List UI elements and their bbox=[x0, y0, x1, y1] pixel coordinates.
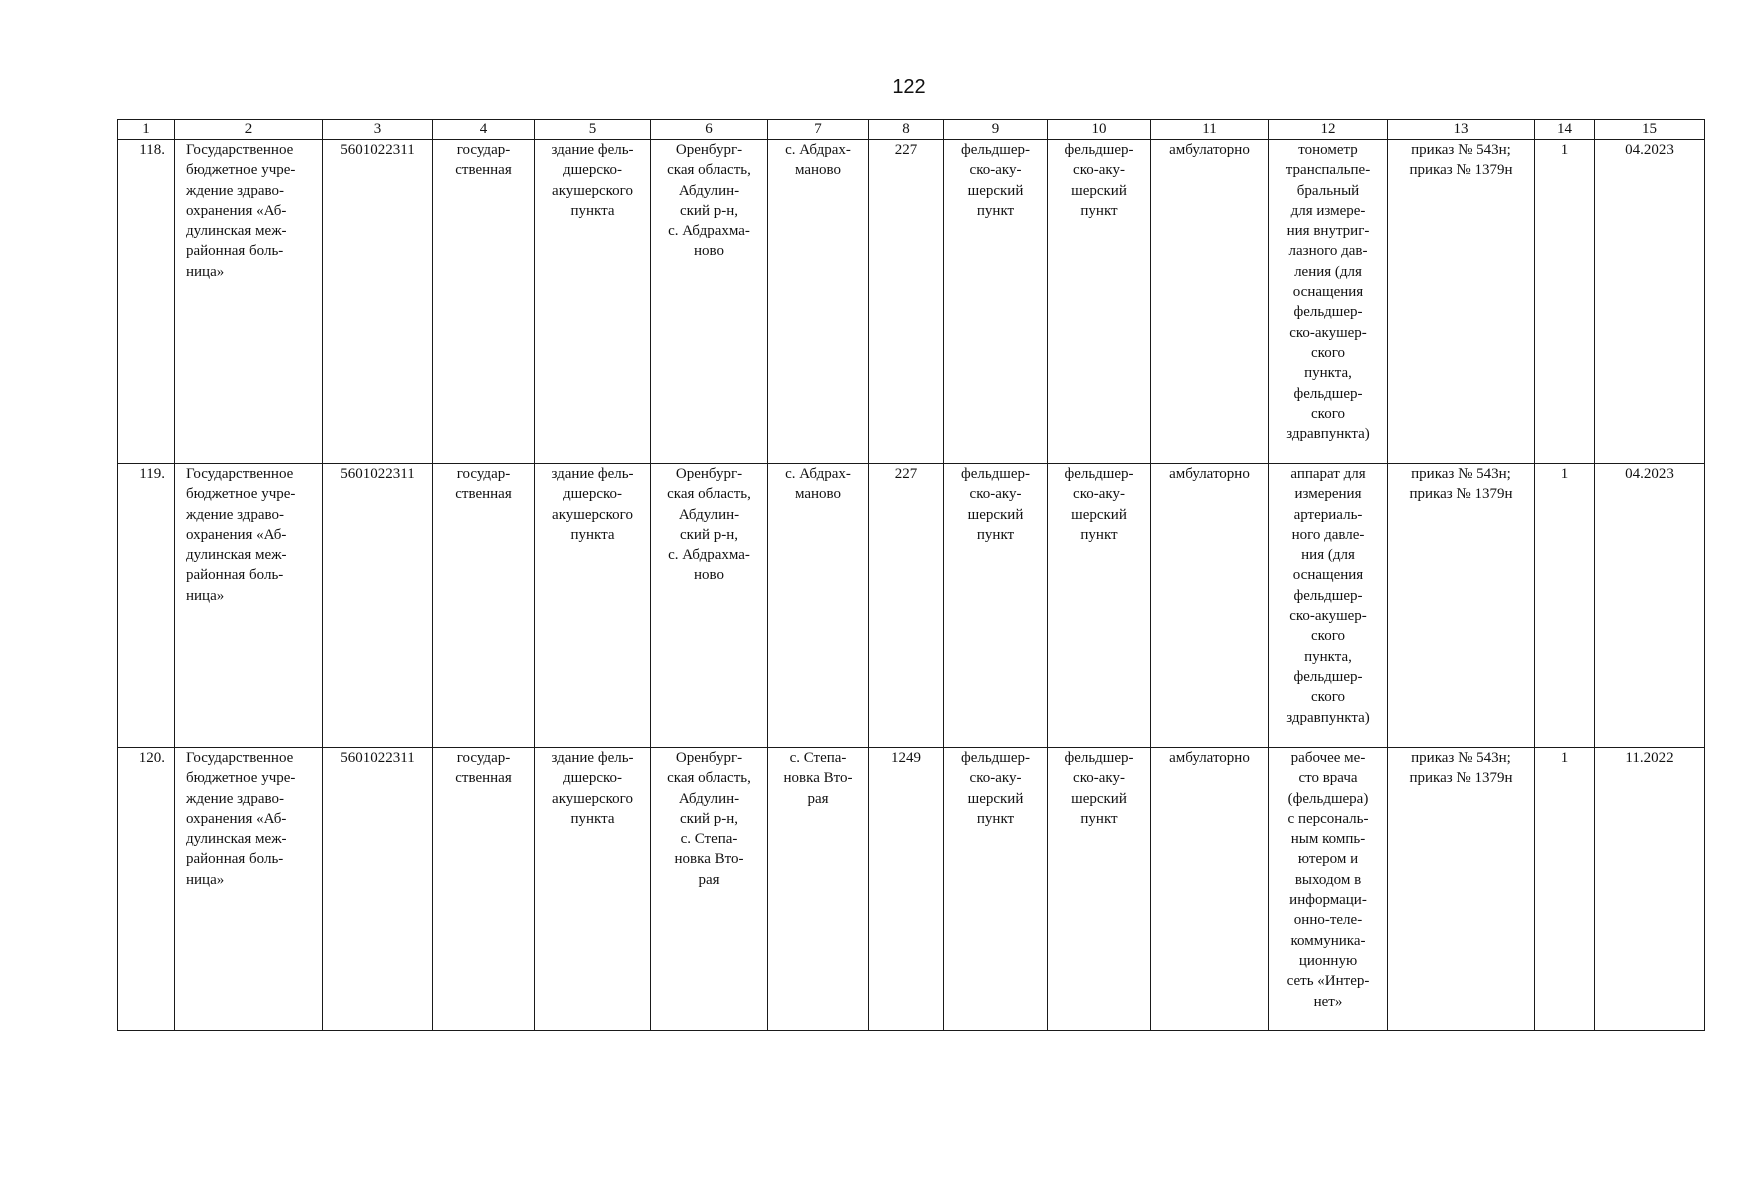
organization-name bbox=[175, 140, 323, 464]
cell-text-line: с. Степа- bbox=[680, 831, 738, 848]
table-row bbox=[118, 464, 1705, 748]
cell-text-line: ская область, bbox=[667, 770, 751, 787]
cell-text-line: ско-аку- bbox=[1073, 162, 1125, 179]
cell-text-line: артериаль- bbox=[1293, 506, 1363, 523]
cell-text-line: акушерского bbox=[552, 790, 633, 807]
ownership-form bbox=[433, 140, 535, 464]
cell-text-line: шерский bbox=[1071, 506, 1127, 523]
column-number-row bbox=[118, 120, 1705, 140]
facility-type bbox=[944, 140, 1048, 464]
inn-cell: 5601022311 bbox=[323, 748, 433, 1031]
cell-text-line: дулинская меж- bbox=[186, 831, 287, 848]
cell-text-line: государ- bbox=[456, 142, 511, 158]
register-table bbox=[117, 119, 1705, 1031]
cell-text-line: пункт bbox=[1080, 526, 1118, 543]
equipment-cell bbox=[1269, 140, 1388, 464]
object-name bbox=[535, 748, 651, 1031]
order-reference bbox=[1388, 140, 1535, 464]
facility-subtype bbox=[1048, 748, 1151, 1031]
cell-text-line: Государственное bbox=[186, 142, 294, 158]
column-header: 15 bbox=[1595, 120, 1705, 140]
cell-text-line: охранения «Аб- bbox=[186, 202, 287, 219]
cell-text-line: сто врача bbox=[1298, 770, 1358, 787]
order-reference bbox=[1388, 464, 1535, 748]
cell-text-line: районная боль- bbox=[186, 567, 284, 584]
cell-text-line: Абдулин- bbox=[678, 790, 740, 807]
cell-text-line: с. Абдрахма- bbox=[668, 547, 750, 564]
cell-text-line: приказ № 543н; bbox=[1411, 142, 1511, 158]
cell-text-line: пункт bbox=[976, 810, 1015, 827]
cell-text-line: здравпункта) bbox=[1286, 709, 1370, 726]
column-header: 11 bbox=[1151, 120, 1269, 140]
cell-text-line: фельдшер- bbox=[960, 142, 1031, 158]
cell-text-line: оснащения bbox=[1292, 567, 1364, 584]
facility-type bbox=[944, 748, 1048, 1031]
cell-text-line: сеть «Интер- bbox=[1286, 973, 1370, 990]
column-header: 8 bbox=[869, 120, 944, 140]
page-number: 122 bbox=[892, 76, 926, 98]
cell-text-line: ница» bbox=[186, 263, 225, 280]
cell-text-line: бюджетное учре- bbox=[186, 486, 296, 503]
column-header: 9 bbox=[944, 120, 1048, 140]
cell-text-line: приказ № 1379н bbox=[1409, 162, 1513, 179]
care-condition: амбулаторно bbox=[1151, 748, 1269, 1031]
population-cell: 227 bbox=[869, 140, 944, 464]
cell-text-line: ский р-н, bbox=[679, 526, 739, 543]
cell-text-line: ско-аку- bbox=[1073, 770, 1125, 787]
cell-text-line: ново bbox=[693, 567, 724, 584]
cell-text-line: ждение здраво- bbox=[186, 182, 285, 199]
quantity-cell: 1 bbox=[1535, 464, 1595, 748]
row-number: 119. bbox=[118, 464, 175, 748]
cell-text-line: измерения bbox=[1294, 486, 1362, 503]
cell-text-line: ского bbox=[1311, 405, 1345, 422]
cell-text-line: с. Абдрах- bbox=[785, 466, 851, 482]
cell-text-line: информаци- bbox=[1289, 892, 1367, 909]
organization-name bbox=[175, 748, 323, 1031]
cell-text-line: новка Вто- bbox=[783, 770, 853, 787]
cell-text-line: приказ № 543н; bbox=[1411, 750, 1511, 766]
date-cell: 11.2022 bbox=[1595, 748, 1705, 1031]
cell-text-line: ждение здраво- bbox=[186, 506, 285, 523]
cell-text-line: охранения «Аб- bbox=[186, 810, 287, 827]
column-header: 1 bbox=[118, 120, 175, 140]
cell-text-line: дшерско- bbox=[562, 486, 623, 503]
cell-text-line: ного давле- bbox=[1291, 526, 1365, 543]
cell-text-line: ния (для bbox=[1301, 547, 1355, 564]
cell-text-line: ско-аку- bbox=[1073, 486, 1125, 503]
quantity-cell: 1 bbox=[1535, 748, 1595, 1031]
cell-text-line: лазного дав- bbox=[1288, 243, 1368, 260]
cell-text-line: ская область, bbox=[667, 162, 751, 179]
cell-text-line: новка Вто- bbox=[674, 851, 744, 868]
cell-text-line: шерский bbox=[967, 790, 1024, 807]
facility-subtype bbox=[1048, 464, 1151, 748]
cell-text-line: пункта bbox=[570, 526, 615, 543]
cell-text-line: бюджетное учре- bbox=[186, 162, 296, 179]
cell-text-line: пункт bbox=[1080, 202, 1118, 219]
cell-text-line: Государственное bbox=[186, 466, 294, 482]
cell-text-line: ского bbox=[1311, 689, 1345, 706]
cell-text-line: с. Абдрахма- bbox=[668, 223, 750, 240]
cell-text-line: ско-акушер- bbox=[1289, 324, 1367, 341]
equipment-cell bbox=[1269, 748, 1388, 1031]
cell-text-line: маново bbox=[794, 162, 842, 179]
cell-text-line: здание фель- bbox=[551, 142, 634, 158]
cell-text-line: ютером и bbox=[1297, 851, 1359, 868]
care-condition: амбулаторно bbox=[1151, 464, 1269, 748]
order-reference bbox=[1388, 748, 1535, 1031]
column-header: 7 bbox=[768, 120, 869, 140]
cell-text-line: оснащения bbox=[1292, 284, 1364, 301]
cell-text-line: шерский bbox=[967, 182, 1024, 199]
cell-text-line: Абдулин- bbox=[678, 182, 740, 199]
cell-text-line: пункт bbox=[976, 526, 1015, 543]
cell-text-line: пункта, bbox=[1304, 365, 1352, 382]
cell-text-line: ско-акушер- bbox=[1289, 608, 1367, 625]
cell-text-line: приказ № 1379н bbox=[1409, 486, 1513, 503]
population-cell: 1249 bbox=[869, 748, 944, 1031]
cell-text-line: ский р-н, bbox=[679, 202, 739, 219]
cell-text-line: фельдшер- bbox=[1293, 385, 1363, 402]
address-cell bbox=[651, 140, 768, 464]
cell-text-line: дшерско- bbox=[562, 770, 623, 787]
population-cell: 227 bbox=[869, 464, 944, 748]
cell-text-line: ления (для bbox=[1294, 263, 1362, 280]
cell-text-line: дулинская меж- bbox=[186, 547, 287, 564]
cell-text-line: фельдшер- bbox=[1293, 304, 1363, 321]
column-header: 4 bbox=[433, 120, 535, 140]
date-cell: 04.2023 bbox=[1595, 464, 1705, 748]
cell-text-line: ционную bbox=[1298, 952, 1358, 969]
cell-text-line: ско-аку- bbox=[969, 486, 1022, 503]
cell-text-line: здравпункта) bbox=[1286, 426, 1370, 443]
column-header: 5 bbox=[535, 120, 651, 140]
cell-text-line: ждение здраво- bbox=[186, 790, 285, 807]
cell-text-line: шерский bbox=[1071, 182, 1127, 199]
cell-text-line: здание фель- bbox=[551, 466, 634, 482]
cell-text-line: маново bbox=[794, 486, 842, 503]
cell-text-line: онно-теле- bbox=[1293, 912, 1363, 929]
object-name bbox=[535, 464, 651, 748]
cell-text-line: ского bbox=[1311, 344, 1345, 361]
cell-text-line: шерский bbox=[1071, 790, 1127, 807]
care-condition: амбулаторно bbox=[1151, 140, 1269, 464]
cell-text-line: пункт bbox=[1080, 810, 1118, 827]
row-number: 120. bbox=[118, 748, 175, 1031]
ownership-form bbox=[433, 748, 535, 1031]
cell-text-line: пункта bbox=[570, 810, 615, 827]
cell-text-line: ным компь- bbox=[1290, 831, 1366, 848]
cell-text-line: ница» bbox=[186, 587, 225, 604]
cell-text-line: государ- bbox=[456, 750, 511, 766]
cell-text-line: бральный bbox=[1296, 182, 1360, 199]
cell-text-line: Оренбург- bbox=[675, 142, 743, 158]
cell-text-line: пункт bbox=[976, 202, 1015, 219]
cell-text-line: Оренбург- bbox=[675, 750, 743, 766]
cell-text-line: ского bbox=[1311, 628, 1345, 645]
cell-text-line: выходом в bbox=[1294, 871, 1362, 888]
cell-text-line: ская область, bbox=[667, 486, 751, 503]
cell-text-line: фельдшер- bbox=[1293, 587, 1363, 604]
cell-text-line: пункта, bbox=[1304, 648, 1352, 665]
cell-text-line: транспальпе- bbox=[1285, 162, 1371, 179]
ownership-form bbox=[433, 464, 535, 748]
cell-text-line: (фельдшера) bbox=[1287, 790, 1369, 807]
cell-text-line: аппарат для bbox=[1290, 466, 1366, 482]
cell-text-line: фельдшер- bbox=[1064, 466, 1134, 482]
date-cell: 04.2023 bbox=[1595, 140, 1705, 464]
cell-text-line: Государственное bbox=[186, 750, 294, 766]
column-header: 6 bbox=[651, 120, 768, 140]
cell-text-line: с. Степа- bbox=[789, 750, 847, 766]
cell-text-line: фельдшер- bbox=[960, 466, 1031, 482]
quantity-cell: 1 bbox=[1535, 140, 1595, 464]
object-name bbox=[535, 140, 651, 464]
cell-text-line: районная боль- bbox=[186, 243, 284, 260]
cell-text-line: ственная bbox=[455, 770, 512, 787]
cell-text-line: районная боль- bbox=[186, 851, 284, 868]
row-number: 118. bbox=[118, 140, 175, 464]
column-header: 12 bbox=[1269, 120, 1388, 140]
column-header: 14 bbox=[1535, 120, 1595, 140]
column-header: 2 bbox=[175, 120, 323, 140]
cell-text-line: с персональ- bbox=[1287, 810, 1369, 827]
column-header: 3 bbox=[323, 120, 433, 140]
cell-text-line: ния внутриг- bbox=[1286, 223, 1370, 240]
inn-cell: 5601022311 bbox=[323, 140, 433, 464]
cell-text-line: ственная bbox=[455, 486, 512, 503]
facility-type bbox=[944, 464, 1048, 748]
cell-text-line: здание фель- bbox=[551, 750, 634, 766]
cell-text-line: ский р-н, bbox=[679, 810, 739, 827]
cell-text-line: акушерского bbox=[552, 182, 633, 199]
table-row bbox=[118, 140, 1705, 464]
column-header: 13 bbox=[1388, 120, 1535, 140]
facility-subtype bbox=[1048, 140, 1151, 464]
cell-text-line: Оренбург- bbox=[675, 466, 743, 482]
cell-text-line: дшерско- bbox=[562, 162, 623, 179]
cell-text-line: Абдулин- bbox=[678, 506, 740, 523]
cell-text-line: бюджетное учре- bbox=[186, 770, 296, 787]
cell-text-line: дулинская меж- bbox=[186, 223, 287, 240]
cell-text-line: рая bbox=[698, 871, 720, 888]
organization-name bbox=[175, 464, 323, 748]
cell-text-line: охранения «Аб- bbox=[186, 526, 287, 543]
cell-text-line: нет» bbox=[1313, 993, 1343, 1010]
cell-text-line: ско-аку- bbox=[969, 770, 1022, 787]
cell-text-line: рабочее ме- bbox=[1290, 750, 1366, 766]
address-cell bbox=[651, 748, 768, 1031]
address-cell bbox=[651, 464, 768, 748]
cell-text-line: фельдшер- bbox=[1293, 668, 1363, 685]
cell-text-line: приказ № 543н; bbox=[1411, 466, 1511, 482]
cell-text-line: ственная bbox=[455, 162, 512, 179]
column-header: 10 bbox=[1048, 120, 1151, 140]
cell-text-line: ница» bbox=[186, 871, 225, 888]
cell-text-line: ново bbox=[693, 243, 724, 260]
cell-text-line: рая bbox=[807, 790, 829, 807]
cell-text-line: акушерского bbox=[552, 506, 633, 523]
cell-text-line: государ- bbox=[456, 466, 511, 482]
table-row bbox=[118, 748, 1705, 1031]
cell-text-line: пункта bbox=[570, 202, 615, 219]
settlement-cell bbox=[768, 748, 869, 1031]
cell-text-line: шерский bbox=[967, 506, 1024, 523]
cell-text-line: приказ № 1379н bbox=[1409, 770, 1513, 787]
cell-text-line: фельдшер- bbox=[1064, 750, 1134, 766]
settlement-cell bbox=[768, 464, 869, 748]
equipment-cell bbox=[1269, 464, 1388, 748]
cell-text-line: фельдшер- bbox=[960, 750, 1031, 766]
settlement-cell bbox=[768, 140, 869, 464]
cell-text-line: тонометр bbox=[1298, 142, 1358, 158]
cell-text-line: коммуника- bbox=[1290, 932, 1366, 949]
cell-text-line: ско-аку- bbox=[969, 162, 1022, 179]
cell-text-line: с. Абдрах- bbox=[785, 142, 851, 158]
cell-text-line: для измере- bbox=[1290, 202, 1366, 219]
inn-cell: 5601022311 bbox=[323, 464, 433, 748]
cell-text-line: фельдшер- bbox=[1064, 142, 1134, 158]
